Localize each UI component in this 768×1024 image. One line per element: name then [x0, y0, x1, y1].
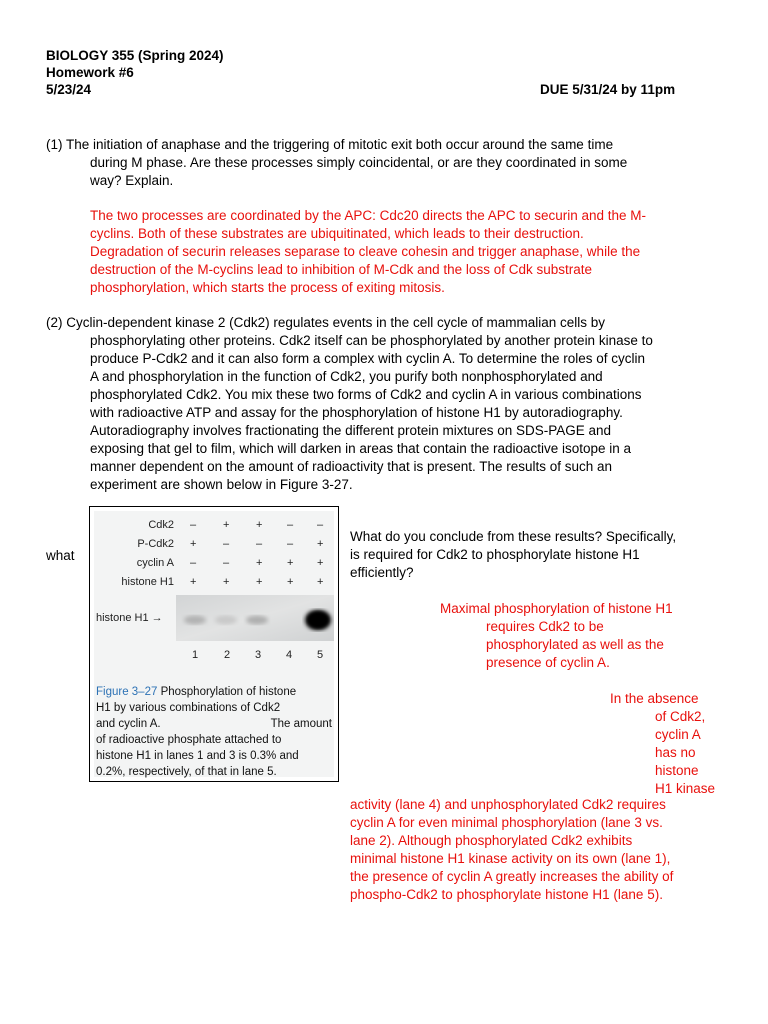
grid-cell: +: [256, 576, 263, 588]
answer-1-line: destruction of the M-cyclins lead to inhibition of M-Cdk and the loss of Cdk substrate: [90, 262, 592, 277]
answer-2b-line: cyclin A for even minimal phosphorylation (lane 3 vs.: [350, 815, 663, 830]
answer-2b-narrow: [610, 690, 740, 798]
prompt-line: What do you conclude from these results? Specifically,: [350, 529, 677, 544]
caption-text: Phosphorylation of histone: [160, 686, 297, 698]
lane-number: 2: [224, 649, 231, 661]
prompt-line: is required for Cdk2 to phosphorylate histone H1: [350, 547, 640, 562]
grid-cell: –: [190, 557, 197, 569]
question-2-line: with radioactive ATP and assay for the phosphorylation of histone H1 by autoradiography.: [90, 405, 623, 420]
arrow-right-icon: →: [151, 612, 163, 624]
question-2-line: A and phosphorylation in the function of Cdk2, you purify both nonphosphorylated and: [90, 369, 603, 384]
answer-1-line: phosphorylation, which starts the process of exiting mitosis.: [90, 280, 445, 295]
question-1: [46, 136, 726, 190]
band-label: [96, 612, 163, 624]
answer-2b-line: minimal histone H1 kinase activity on its own (lane 1),: [350, 851, 671, 866]
figure-3-27: [89, 506, 339, 782]
row-label-cdk2: Cdk2: [148, 519, 174, 531]
answer-2b-line: H1 kinase: [655, 781, 716, 796]
answer-2a: [440, 600, 740, 672]
caption-title: Figure 3–27: [96, 686, 158, 698]
grid-cell: +: [223, 576, 230, 588]
grid-cell: –: [317, 519, 324, 531]
grid-cell: –: [256, 538, 263, 550]
answer-2b-line: activity (lane 4) and unphosphorylated Cdk2 requires: [350, 797, 666, 812]
course-title: BIOLOGY 355 (Spring 2024): [46, 48, 224, 63]
grid-cell: –: [190, 519, 197, 531]
question-2-line: phosphorylating other proteins. Cdk2 itself can be phosphorylated by another protein kinase to: [90, 333, 653, 348]
gel-band-lane-1: [184, 616, 206, 625]
gel-band-lane-3: [246, 616, 268, 625]
lane-number: 1: [192, 649, 199, 661]
row-label-cyclin-a: cyclin A: [136, 557, 174, 569]
caption-line: H1 by various combinations of Cdk2: [96, 702, 281, 714]
grid-cell: –: [223, 538, 230, 550]
caption-line: of radioactive phosphate attached to: [96, 734, 282, 746]
answer-2b-line: lane 2). Although phosphorylated Cdk2 exhibits: [350, 833, 633, 848]
caption-line: [96, 684, 334, 700]
question-2-line: manner dependent on the amount of radioactivity that is present. The results of such an: [90, 459, 613, 474]
question-2-line: experiment are shown below in Figure 3-27.: [90, 477, 353, 492]
grid-cell: +: [256, 557, 263, 569]
prompt-line: efficiently?: [350, 565, 414, 580]
answer-2b-line: cyclin A: [655, 727, 701, 742]
stray-word: what: [46, 548, 75, 563]
question-2: [46, 314, 736, 494]
lane-number: 4: [286, 649, 293, 661]
caption-text: The amount: [270, 718, 332, 730]
answer-2b-line: has no: [655, 745, 696, 760]
row-label-histone-h1: histone H1: [121, 576, 174, 588]
grid-cell: +: [287, 557, 294, 569]
assigned-date: 5/23/24: [46, 82, 92, 97]
band-label-text: histone H1: [96, 612, 149, 624]
caption-line: histone H1 in lanes 1 and 3 is 0.3% and: [96, 750, 299, 762]
figure-caption: [96, 684, 334, 780]
grid-cell: +: [190, 576, 197, 588]
gel-image: [176, 595, 334, 641]
question-2-line: phosphorylated Cdk2. You mix these two forms of Cdk2 and cyclin A in various combinations: [90, 387, 642, 402]
question-1-line: way? Explain.: [90, 173, 174, 188]
caption-line: 0.2%, respectively, of that in lane 5.: [96, 766, 277, 778]
answer-2a-line: presence of cyclin A.: [486, 655, 610, 670]
question-2-line: produce P-Cdk2 and it can also form a complex with cyclin A. To determine the roles of cyclin: [90, 351, 646, 366]
caption-line: [96, 716, 334, 732]
lane-number: 3: [255, 649, 262, 661]
grid-cell: +: [317, 538, 324, 550]
question-1-line: during M phase. Are these processes simply coincidental, or are they coordinated in some: [90, 155, 628, 170]
answer-2a-line: requires Cdk2 to be: [486, 619, 604, 634]
grid-cell: –: [287, 519, 294, 531]
gel-band-lane-2: [215, 616, 237, 625]
caption-text: and cyclin A.: [96, 718, 161, 730]
answer-1: [90, 207, 730, 297]
answer-1-line: cyclins. Both of these substrates are ubiquitinated, which leads to their destruction.: [90, 226, 584, 241]
grid-cell: +: [317, 557, 324, 569]
lane-number: 5: [317, 649, 324, 661]
answer-2b-line: the presence of cyclin A greatly increases the ability of: [350, 869, 674, 884]
answer-1-line: The two processes are coordinated by the APC: Cdc20 directs the APC to securin and the M-: [90, 208, 647, 223]
grid-cell: +: [256, 519, 263, 531]
answer-2b-line: In the absence: [610, 691, 699, 706]
answer-2b-line: phospho-Cdk2 to phosphorylate histone H1 (lane 5).: [350, 887, 663, 902]
question-2-line: exposing that gel to film, which will darken in areas that contain the radioactive isotope in a: [90, 441, 632, 456]
answer-2b-line: of Cdk2,: [655, 709, 706, 724]
grid-cell: –: [287, 538, 294, 550]
grid-cell: –: [223, 557, 230, 569]
grid-cell: +: [190, 538, 197, 550]
answer-1-line: Degradation of securin releases separase to cleave cohesin and trigger anaphase, while the: [90, 244, 641, 259]
question-2-line: (2) Cyclin-dependent kinase 2 (Cdk2) regulates events in the cell cycle of mammalian cells by: [46, 315, 606, 330]
answer-2a-line: Maximal phosphorylation of histone H1: [440, 601, 673, 616]
question-2-line: Autoradiography involves fractionating the different protein mixtures on SDS-PAGE and: [90, 423, 612, 438]
grid-cell: +: [223, 519, 230, 531]
grid-cell: +: [317, 576, 324, 588]
answer-2b-line: histone: [655, 763, 699, 778]
homework-number: Homework #6: [46, 65, 134, 80]
gel-band-core-lane-5: [308, 612, 328, 628]
grid-cell: +: [287, 576, 294, 588]
answer-2a-line: phosphorylated as well as the: [486, 637, 664, 652]
answer-2b: [350, 796, 745, 904]
row-label-p-cdk2: P-Cdk2: [137, 538, 174, 550]
question-1-line: (1) The initiation of anaphase and the triggering of mitotic exit both occur around the same time: [46, 137, 614, 152]
figure-panel: [94, 511, 334, 777]
question-2-prompt: [350, 528, 740, 582]
due-date: DUE 5/31/24 by 11pm: [540, 82, 676, 97]
